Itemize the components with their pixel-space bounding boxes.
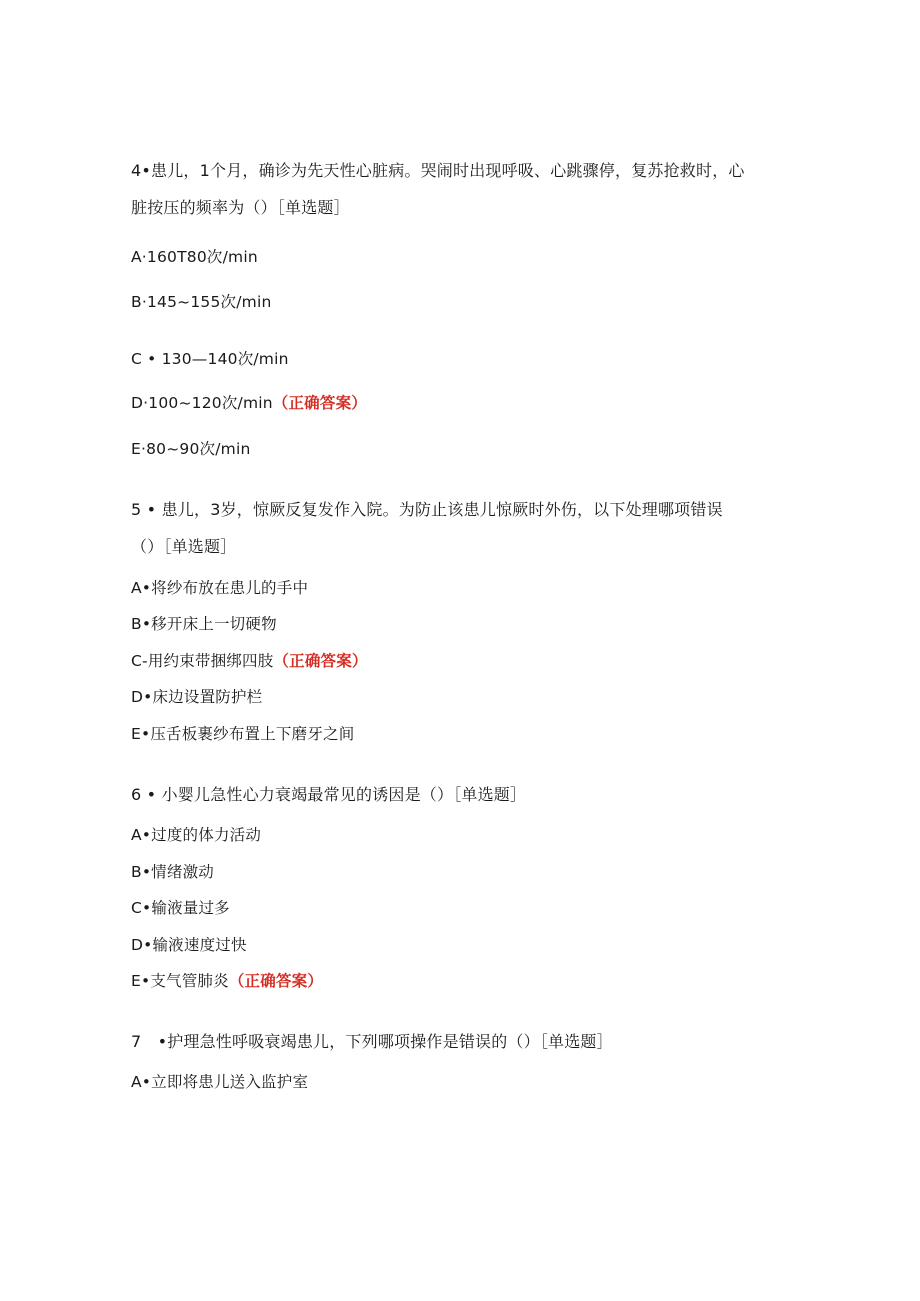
question-5-option-d: D•床边设置防护栏 [131, 688, 263, 706]
question-5-option-a: A•将纱布放在患儿的手中 [131, 579, 309, 597]
question-5-option-e: E•压舌板裹纱布置上下磨牙之间 [131, 725, 355, 743]
question-7-stem-line-1: 7 •护理急性呼吸衰竭患儿，下列哪项操作是错误的（）［单选题］ [131, 1032, 613, 1051]
correct-answer-badge: （正确答案） [228, 972, 324, 990]
question-4-option-d: D·100~120次/min（正确答案） [131, 394, 367, 412]
question-6-stem-line-1: 6 • 小婴儿急性心力衰竭最常见的诱因是（）［单选题］ [131, 785, 527, 804]
question-4-stem-line-2: 脏按压的频率为（）［单选题］ [131, 198, 350, 217]
question-7-option-a: A•立即将患儿送入监护室 [131, 1073, 309, 1091]
question-6-option-d: D•输液速度过快 [131, 936, 247, 954]
question-6-option-e: E•支气管肺炎（正确答案） [131, 972, 324, 990]
question-5-stem-line-2: （）［单选题］ [131, 537, 237, 556]
question-4-option-b: B·145~155次/min [131, 293, 272, 311]
question-6-option-a: A•过度的体力活动 [131, 826, 262, 844]
question-5-option-b: B•移开床上一切硬物 [131, 615, 277, 633]
question-6-option-b: B•情绪激动 [131, 863, 214, 881]
question-5-option-c: C-用约束带捆绑四肢（正确答案） [131, 652, 368, 670]
question-4-option-c: C • 130—140次/min [131, 350, 289, 368]
question-4-option-a: A·160T80次/min [131, 248, 258, 266]
question-4-option-e: E·80~90次/min [131, 440, 251, 458]
question-5-stem-line-1: 5 • 患儿，3岁，惊厥反复发作入院。为防止该患儿惊厥时外伤，以下处理哪项错误 [131, 500, 723, 519]
question-6-option-c: C•输液量过多 [131, 899, 230, 917]
question-4-stem-line-1: 4•患儿，1个月，确诊为先天性心脏病。哭闹时出现呼吸、心跳骤停，复苏抢救时，心 [131, 161, 745, 180]
correct-answer-badge: （正确答案） [273, 652, 368, 670]
correct-answer-badge: （正确答案） [272, 394, 367, 412]
